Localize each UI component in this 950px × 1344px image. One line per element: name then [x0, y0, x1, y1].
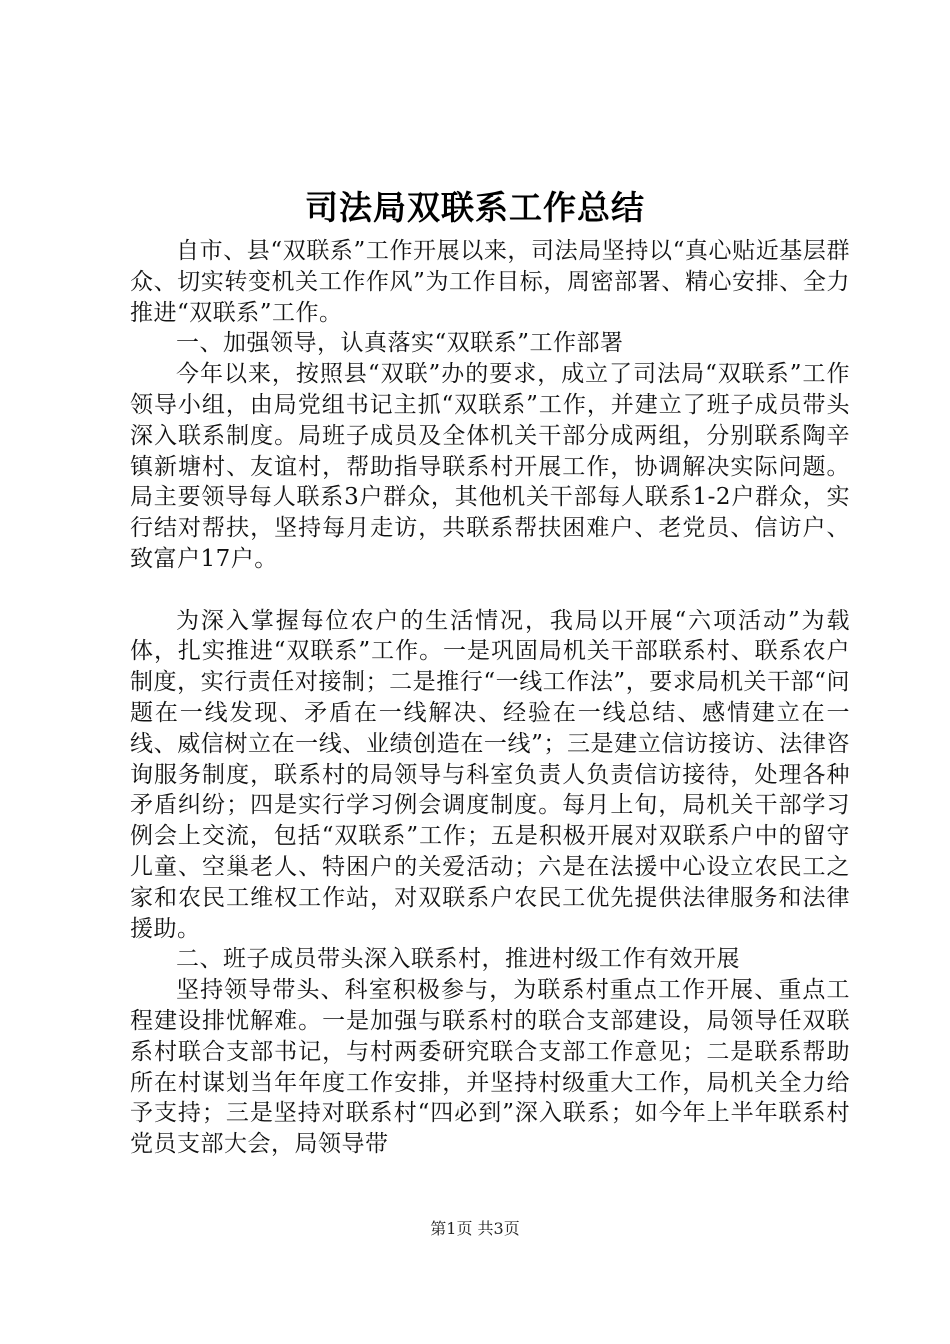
body-paragraph: 为深入掌握每位农户的生活情况，我局以开展“六项活动”为载体，扎实推进“双联系”工作。一是巩固局机关干部联系村、联系农户制度，实行责任对接制；二是推行“一线工作法”，要求局机关干部“问题在一线发现、矛盾在一线解决、经验在一线总结、感情建立在一线、威信树立在一线、业绩创造在一线”；三是建立信访接访、法律咨询服务制度，联系村的局领导与科室负责人负责信访接待，处理各种矛盾纠纷；四是实行学习例会调度制度。每月上旬，局机关干部学习例会上交流，包括“双联系”工作；五是积极开展对双联系户中的留守儿童、空巢老人、特困户的关爱活动；六是在法援中心设立农民工之家和农民工维权工作站，对双联系户农民工优先提供法律服务和法律援助。	[130, 607, 850, 942]
body-paragraph: 今年以来，按照县“双联”办的要求，成立了司法局“双联系”工作领导小组，由局党组书记主抓“双联系”工作，并建立了班子成员带头深入联系制度。局班子成员及全体机关干部分成两组，分别联系陶辛镇新塘村、友谊村，帮助指导联系村开展工作，协调解决实际问题。局主要领导每人联系3户群众，其他机关干部每人联系1-2户群众，实行结对帮扶，坚持每月走访，共联系帮扶困难户、老党员、信访户、致富户17户。	[130, 361, 850, 572]
section-heading-1: 一、加强领导，认真落实“双联系”工作部署	[176, 330, 624, 357]
page-number-footer: 第1页 共3页	[430, 1219, 520, 1238]
body-paragraph: 坚持领导带头、科室积极参与，为联系村重点工作开展、重点工程建设排忧解难。一是加强与联系村的联合支部建设，局领导任双联系村联合支部书记，与村两委研究联合支部工作意见；二是联系帮助所在村谋划当年年度工作安排，并坚持村级重大工作，局机关全力给予支持；三是坚持对联系村“四必到”深入联系；如今年上半年联系村党员支部大会，局领导带	[130, 977, 850, 1158]
document-title: 司法局双联系工作总结	[305, 188, 645, 227]
intro-paragraph: 自市、县“双联系”工作开展以来，司法局坚持以“真心贴近基层群众、切实转变机关工作作风”为工作目标，周密部署、精心安排、全力推进“双联系”工作。	[130, 238, 850, 326]
section-heading-2: 二、班子成员带头深入联系村，推进村级工作有效开展	[176, 946, 740, 973]
document-body	[130, 236, 850, 1160]
